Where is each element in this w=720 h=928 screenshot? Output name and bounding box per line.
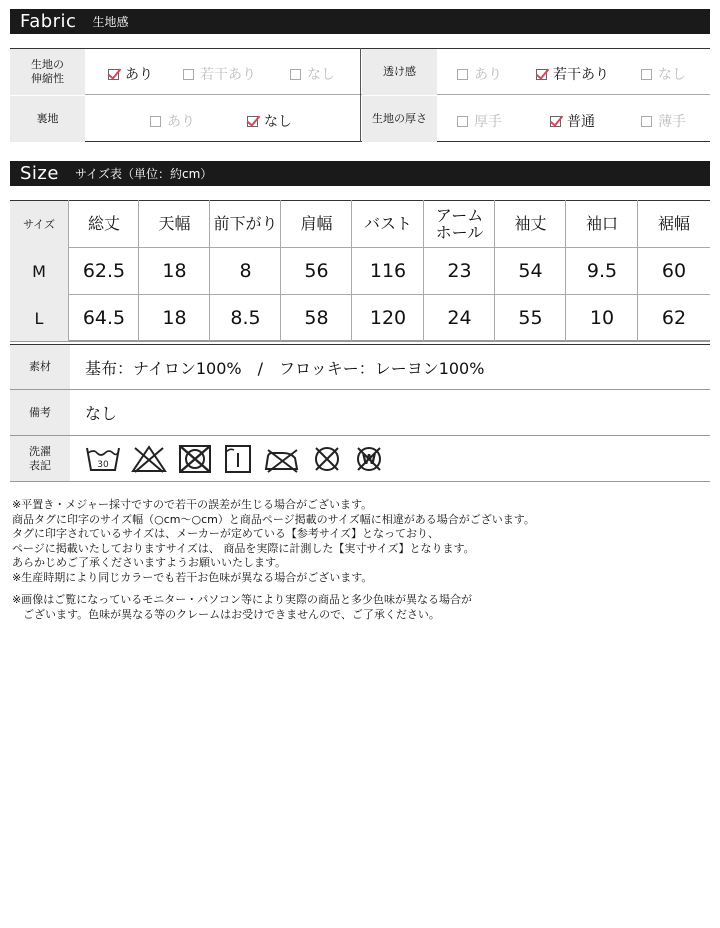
stretch-option-yes: あり [108, 64, 153, 84]
care-label: 洗濯 表記 [10, 436, 70, 481]
no-iron-icon [263, 444, 301, 474]
checkbox-icon [641, 69, 652, 80]
note-line: ※画像はご覧になっているモニター・パソコン等により実際の商品と多少色味が異なる場合が [12, 593, 472, 606]
checkbox-icon [457, 116, 468, 127]
column-header: 肩幅 [300, 214, 333, 233]
table-cell: 24 [447, 307, 472, 329]
sheer-option-slight: 若干あり [536, 64, 609, 84]
column-header: 総丈 [87, 214, 120, 233]
table-cell: 120 [369, 307, 407, 329]
size-title: Size [20, 163, 59, 184]
checkbox-icon [641, 116, 652, 127]
checkbox-icon [150, 116, 161, 127]
size-header [10, 161, 710, 186]
column-header: バスト [363, 214, 412, 233]
notes [12, 498, 712, 622]
line-dry-icon [223, 444, 253, 474]
size-row-label-l: L [34, 308, 44, 328]
note-line: ※生産時期により同じカラーでも若干お色味が異なる場合がございます。 [12, 570, 373, 584]
table-cell: 10 [589, 307, 615, 329]
note-line: 商品タグに印字のサイズ幅（○cm～○cm）と商品ページ掲載のサイズ幅に相違がある場合がございます。 [12, 512, 535, 526]
stretch-label: 生地の 伸縮性 [10, 49, 85, 95]
material-value: 基布：ナイロン100% / フロッキー：レーヨン100% [85, 358, 485, 378]
fabric-header [10, 9, 710, 34]
note-line: あらかじめご了承くださいますようお願いいたします。 [12, 556, 287, 569]
material-row [10, 344, 710, 390]
thickness-option-normal: 普通 [550, 111, 595, 131]
note-line: ございます。色味が異なる等のクレームはお受けできませんので、ご了承ください。 [12, 607, 440, 621]
column-header: 裾幅 [657, 214, 690, 233]
table-cell: 58 [304, 307, 329, 329]
column-header: 前下がり [213, 214, 278, 233]
remarks-row [10, 390, 710, 436]
checkbox-icon [457, 69, 468, 80]
fabric-title: Fabric [20, 11, 77, 32]
svg-text:30: 30 [97, 459, 109, 470]
size-subtitle: サイズ表（単位：約cm） [74, 167, 213, 181]
wash-30-icon [85, 444, 121, 474]
checkbox-icon [183, 69, 194, 80]
table-cell: 23 [447, 260, 472, 282]
column-header: 袖口 [585, 214, 618, 233]
table-cell: 116 [369, 260, 407, 282]
remarks-label: 備考 [10, 390, 70, 435]
table-cell: 18 [162, 307, 187, 329]
sheer-option-no: なし [641, 64, 686, 84]
thickness-option-thin: 薄手 [641, 111, 686, 131]
table-cell: 62 [661, 307, 687, 329]
table-cell: 18 [162, 260, 187, 282]
lining-option-yes: あり [150, 111, 195, 131]
lining-label: 裏地 [10, 96, 85, 142]
care-row [10, 436, 710, 482]
size-row-label-m: M [32, 261, 46, 281]
note-line: ページに掲載いたしておりますサイズは、 商品を実際に計測した【実寸サイズ】となります。 [12, 541, 475, 555]
checked-box-icon [108, 69, 119, 80]
table-cell: 8 [239, 260, 252, 282]
size-table [10, 200, 710, 342]
table-cell: 64.5 [82, 307, 126, 329]
svg-text:W: W [361, 452, 377, 468]
column-header: アーム ホール [435, 205, 484, 242]
checked-box-icon [247, 116, 258, 127]
stretch-option-slight: 若干あり [183, 64, 256, 84]
no-tumble-dry-icon [177, 444, 213, 474]
no-bleach-icon [131, 444, 167, 474]
material-label: 素材 [10, 345, 70, 389]
table-cell: 62.5 [82, 260, 126, 282]
table-cell: 60 [661, 260, 687, 282]
care-icons [85, 436, 385, 481]
no-wet-clean-icon [353, 444, 385, 474]
table-cell: 55 [518, 307, 543, 329]
table-cell: 54 [518, 260, 543, 282]
stretch-option-no: なし [290, 64, 335, 84]
table-cell: 9.5 [586, 260, 618, 282]
size-corner-label: サイズ [22, 217, 56, 231]
column-header: 天幅 [158, 214, 191, 233]
thickness-label: 生地の厚さ [362, 96, 437, 142]
fabric-divider [360, 48, 361, 142]
lining-option-no: なし [247, 111, 292, 131]
table-cell: 56 [304, 260, 329, 282]
table-cell: 8.5 [230, 307, 261, 329]
no-dry-clean-icon [311, 444, 343, 474]
checked-box-icon [550, 116, 561, 127]
checked-box-icon [536, 69, 547, 80]
sheer-option-yes: あり [457, 64, 502, 84]
thickness-option-thick: 厚手 [457, 111, 502, 131]
note-line: タグに印字されているサイズは、メーカーが定めている【参考サイズ】となっており、 [12, 527, 440, 540]
remarks-value: なし [85, 404, 118, 423]
fabric-subtitle: 生地感 [92, 15, 129, 29]
sheer-label: 透け感 [362, 49, 437, 95]
column-header: 袖丈 [514, 214, 547, 233]
checkbox-icon [290, 69, 301, 80]
note-line: ※平置き・メジャー採寸ですので若干の誤差が生じる場合がございます。 [12, 498, 373, 511]
